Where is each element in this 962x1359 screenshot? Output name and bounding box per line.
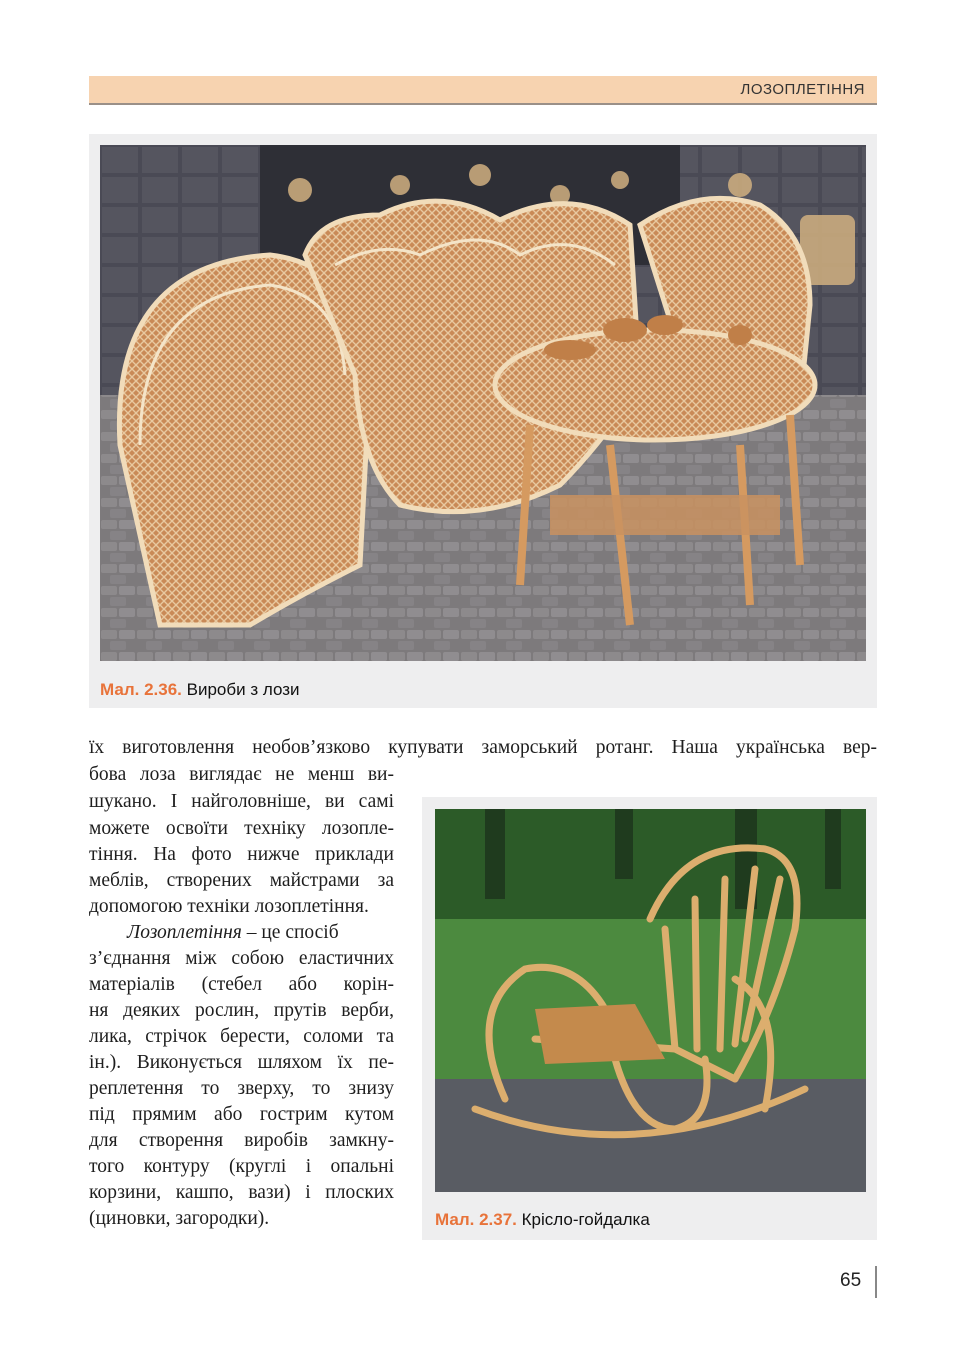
body-line: ін.). Виконується шляхом їх пе-: [89, 1052, 394, 1073]
page-number-rule: [875, 1266, 877, 1298]
figure-2-37: [422, 797, 877, 1240]
body-line: матеріалів (стебел або корін-: [89, 974, 394, 995]
definition-text: – це спосіб: [241, 922, 339, 943]
figure-caption-text: Вироби з лози: [181, 680, 300, 699]
body-line: допомогою техніки лозоплетіння.: [89, 896, 369, 917]
body-line: з’єднання між собою еластичних: [89, 948, 394, 969]
body-line: реплетення то зверху, то знизу: [89, 1078, 394, 1099]
page-number: 65: [840, 1270, 862, 1291]
figure-number: Мал. 2.36.: [100, 680, 182, 699]
body-line: меблів, створених майстрами за: [89, 870, 394, 891]
figure-2-36: [89, 134, 877, 708]
body-line: під прямим або гострим кутом: [89, 1104, 394, 1125]
figure-caption: [435, 1210, 650, 1230]
body-line: (циновки, загородки).: [89, 1208, 270, 1229]
body-line: ня деяких рослин, прутів верби,: [89, 1000, 394, 1021]
body-line: корзини, кашпо, вази) і плоских: [89, 1182, 394, 1203]
wicker-furniture-photo: [100, 145, 866, 661]
rocking-chair-photo: [435, 809, 866, 1192]
body-line: можете освоїти техніку лозопле-: [89, 818, 394, 839]
figure-caption-text: Крісло-гойдалка: [516, 1210, 650, 1229]
body-line: бова лоза виглядає не менш ви-: [89, 764, 394, 785]
running-header: [89, 76, 877, 105]
body-line: шукано. І найголовніше, ви самі: [89, 791, 394, 812]
definition-first-line: [127, 920, 339, 946]
body-line: того контуру (круглі і опальні: [89, 1156, 394, 1177]
figure-caption: [100, 680, 300, 700]
body-line: їх виготовлення необов’язково купувати заморський ротанг. Наша українська вер-: [89, 737, 877, 758]
body-line: для створення виробів замкну-: [89, 1130, 394, 1151]
section-title: ЛОЗОПЛЕТІННЯ: [740, 81, 865, 98]
body-line: лика, стрічок берести, соломи та: [89, 1026, 394, 1047]
body-line: тіння. На фото нижче приклади: [89, 844, 394, 865]
figure-number: Мал. 2.37.: [435, 1210, 517, 1229]
definition-term: Лозоплетіння: [127, 922, 242, 943]
